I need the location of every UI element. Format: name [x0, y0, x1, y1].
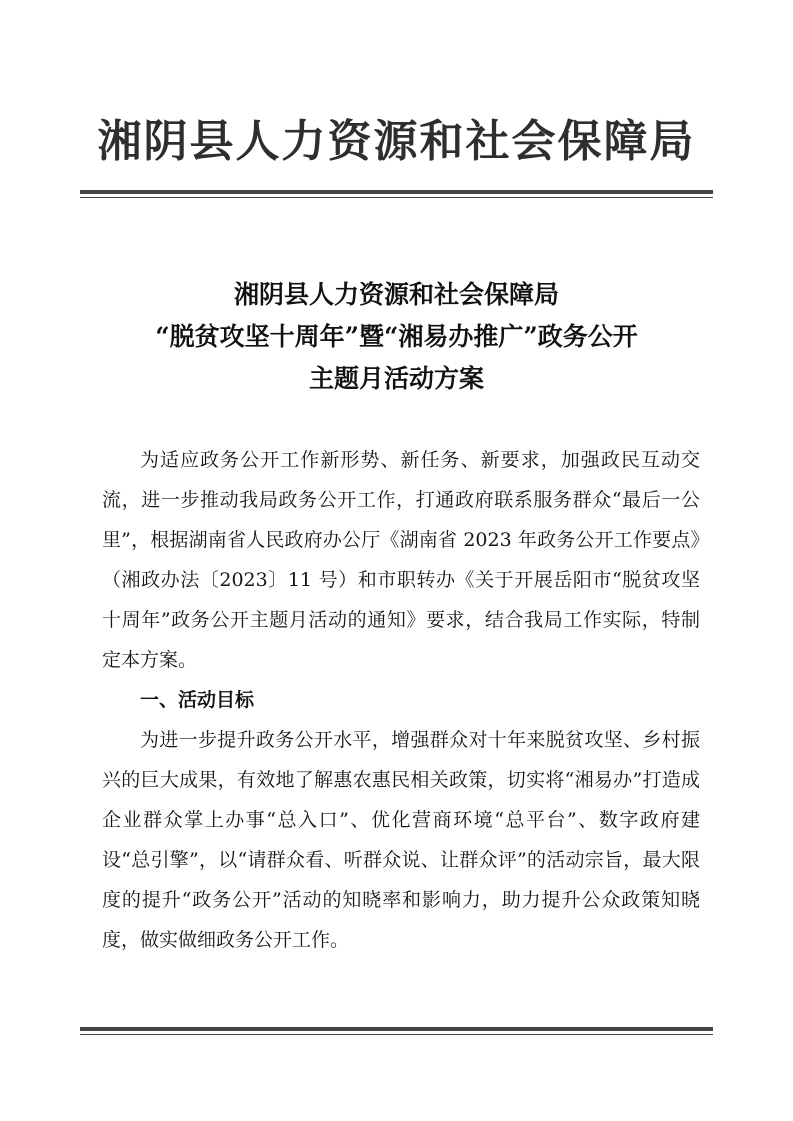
document-body	[102, 440, 700, 960]
section-paragraph: 为进一步提升政务公开水平，增强群众对十年来脱贫攻坚、乡村振兴的巨大成果，有效地了解惠农惠民相关政策，切实将“湘易办”打造成企业群众掌上办事“总入口”、优化营商环境“总平台”、数字政府建设“总引擎”，以“请群众看、听群众说、让群众评”的活动宗旨，最大限度的提升“政务公开”活动的知晓率和影响力，助力提升公众政策知晓度，做实做细政务公开工作。	[102, 729, 700, 951]
letterhead-rule-top	[80, 190, 713, 194]
letterhead-title: 湘阴县人力资源和社会保障局	[97, 116, 696, 167]
intro-paragraph: 为适应政务公开工作新形势、新任务、新要求，加强政民互动交流，进一步推动我局政务公开工作，打通政府联系服务群众“最后一公里”，根据湖南省人民政府办公厅《湖南省 2023 年政务公开工作要点》（湘政办法〔2023〕11 号）和市职转办《关于开展岳阳市“脱贫攻坚十周年”政务公开主题月活动的通知》要求，结合我局工作实际，特制定本方案。	[102, 449, 700, 671]
letterhead-rule-bottom	[80, 197, 713, 198]
document-title-line-3: 主题月活动方案	[308, 364, 484, 393]
section-heading: 一、活动目标	[140, 689, 255, 711]
footer-rule-bottom	[80, 1034, 713, 1035]
document-title-line-2: “脱贫攻坚十周年”暨“湘易办推广”政务公开	[155, 322, 638, 351]
document-title-line-1: 湘阴县人力资源和社会保障局	[233, 280, 559, 309]
footer-rule-top	[80, 1027, 713, 1031]
